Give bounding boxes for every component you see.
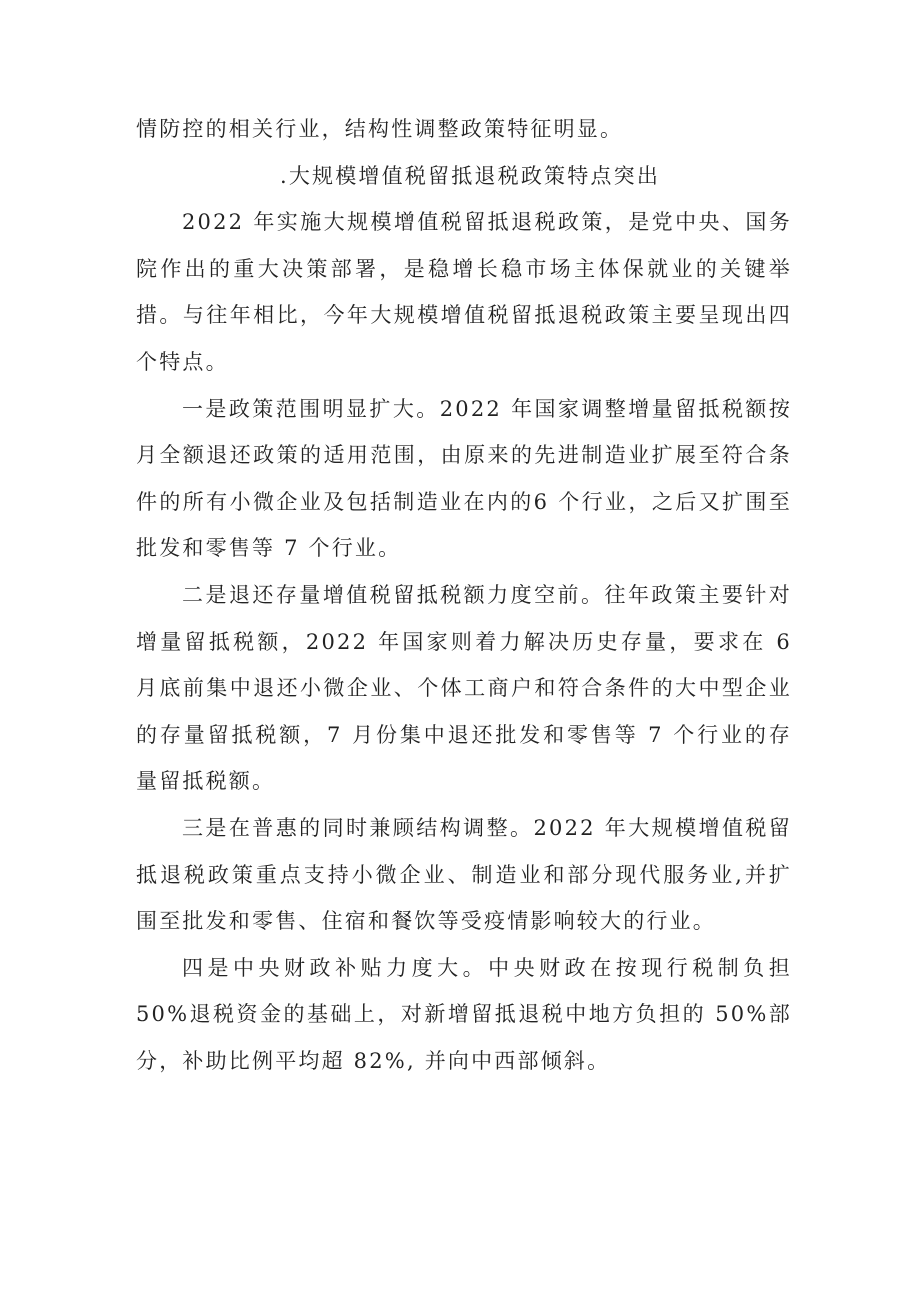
- paragraph-continuation: 情防控的相关行业，结构性调整政策特征明显。: [136, 117, 624, 141]
- section-heading: .大规模增值税留抵退税政策特点突出: [279, 163, 661, 188]
- paragraph-feature-2: 二是退还存量增值税留抵税额力度空前。往年政策主要针对增量留抵税额，2022 年国家则着力解决历史存量，要求在 6 月底前集中退还小微企业、个体工商户和符合条件的大中型企业的存量留抵税额，7 月份集中退还批发和零售等 7 个行业的存量留抵税额。: [136, 582, 792, 794]
- paragraph-intro: 2022 年实施大规模增值税留抵退税政策，是党中央、国务院作出的重大决策部署，是稳增长稳市场主体保就业的关键举措。与往年相比，今年大规模增值税留抵退税政策主要呈现出四个特点。: [136, 210, 792, 374]
- paragraph-feature-1: 一是政策范围明显扩大。2022 年国家调整增量留抵税额按月全额退还政策的适用范围，由原来的先进制造业扩展至符合条件的所有小微企业及包括制造业在内的6 个行业，之后又扩围至批发和零售等 7 个行业。: [136, 396, 792, 561]
- paragraph-feature-3: 三是在普惠的同时兼顾结构调整。2022 年大规模增值税留抵退税政策重点支持小微企业、制造业和部分现代服务业,并扩围至批发和零售、住宿和餐饮等受疫情影响较大的行业。: [136, 815, 792, 934]
- document-body: [136, 106, 792, 1084]
- paragraph-feature-4: 四是中央财政补贴力度大。中央财政在按现行税制负担50%退税资金的基础上，对新增留抵退税中地方负担的 50%部分，补助比例平均超 82%, 并向中西部倾斜。: [136, 955, 792, 1073]
